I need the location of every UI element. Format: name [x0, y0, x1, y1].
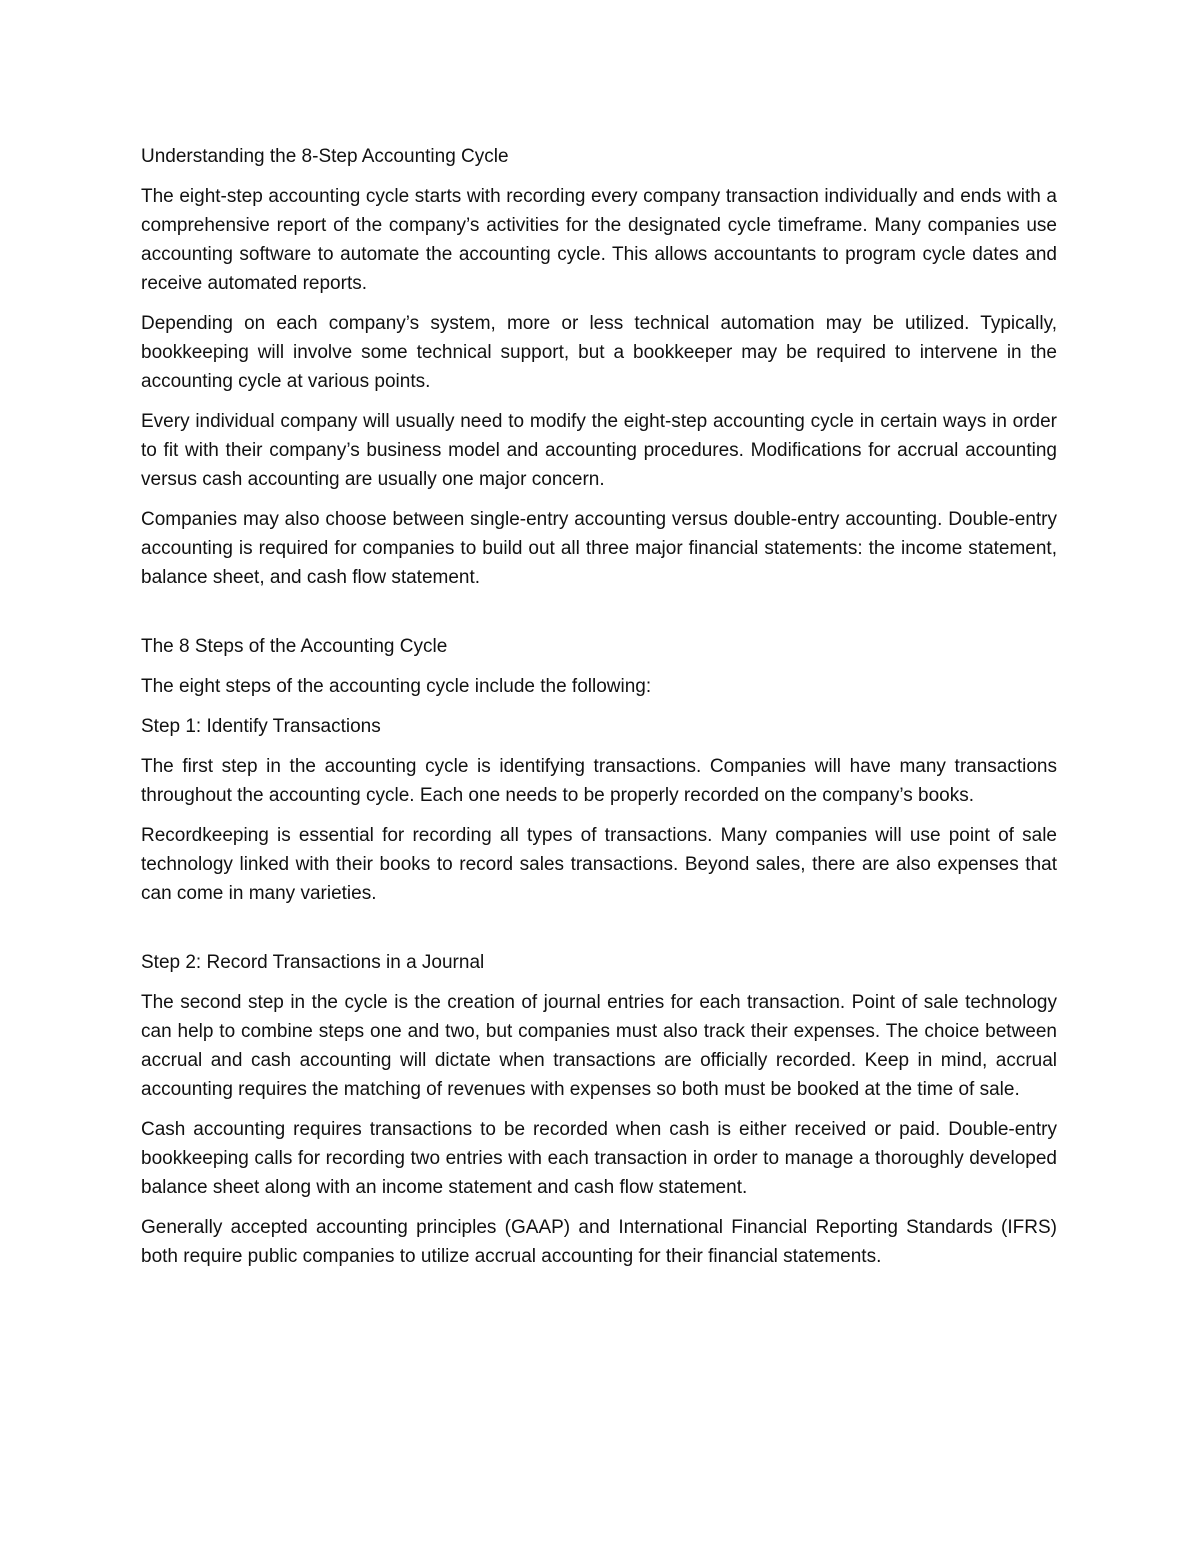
document-page: [141, 142, 1057, 1282]
section-spacer: [141, 603, 1057, 632]
step-2-heading: Step 2: Record Transactions in a Journal: [141, 952, 485, 973]
overview-paragraph: The eight-step accounting cycle starts with recording every company transaction individually and ends with a comprehensive report of the company’s activities for the designated cycle timeframe. Many companies use accounting software to automate the accounting cycle. This allows accountants to program cycle dates and receive automated reports.: [141, 186, 1057, 294]
step-1-heading: Step 1: Identify Transactions: [141, 716, 381, 737]
overview-paragraph: Every individual company will usually need to modify the eight-step accounting cycle in certain ways in order to fit with their company’s business model and accounting procedures. Modifications for accrual accounting versus cash accounting are usually one major concern.: [141, 411, 1057, 490]
step-1-paragraph: Recordkeeping is essential for recording all types of transactions. Many companies will use point of sale technology linked with their books to record sales transactions. Beyond sales, there are also expenses that can come in many varieties.: [141, 825, 1057, 904]
overview-paragraph: Depending on each company’s system, more or less technical automation may be utilized. Typically, bookkeeping will involve some technical support, but a bookkeeper may be required to intervene in the accounting cycle at various points.: [141, 313, 1057, 392]
document-title: Understanding the 8-Step Accounting Cycle: [141, 146, 509, 167]
steps-heading: The 8 Steps of the Accounting Cycle: [141, 636, 448, 657]
steps-intro: The eight steps of the accounting cycle include the following:: [141, 676, 652, 697]
step-2-paragraph: The second step in the cycle is the creation of journal entries for each transaction. Point of sale technology can help to combine steps one and two, but companies must also track their expenses. The choice between accrual and cash accounting will dictate when transactions are officially recorded. Keep in mind, accrual accounting requires the matching of revenues with expenses so both must be booked at the time of sale.: [141, 992, 1057, 1100]
overview-paragraph: Companies may also choose between single-entry accounting versus double-entry accounting. Double-entry accounting is required for companies to build out all three major financial statements: the income statement, balance sheet, and cash flow statement.: [141, 509, 1057, 588]
step-2-paragraph: Generally accepted accounting principles (GAAP) and International Financial Reporting Standards (IFRS) both require public companies to utilize accrual accounting for their financial statements.: [141, 1217, 1057, 1267]
step-1-paragraph: The first step in the accounting cycle is identifying transactions. Companies will have many transactions throughout the accounting cycle. Each one needs to be properly recorded on the company’s books.: [141, 756, 1057, 806]
step-2-paragraph: Cash accounting requires transactions to be recorded when cash is either received or paid. Double-entry bookkeeping calls for recording two entries with each transaction in order to manage a thoroughly developed balance sheet along with an income statement and cash flow statement.: [141, 1119, 1057, 1198]
section-spacer: [141, 919, 1057, 948]
